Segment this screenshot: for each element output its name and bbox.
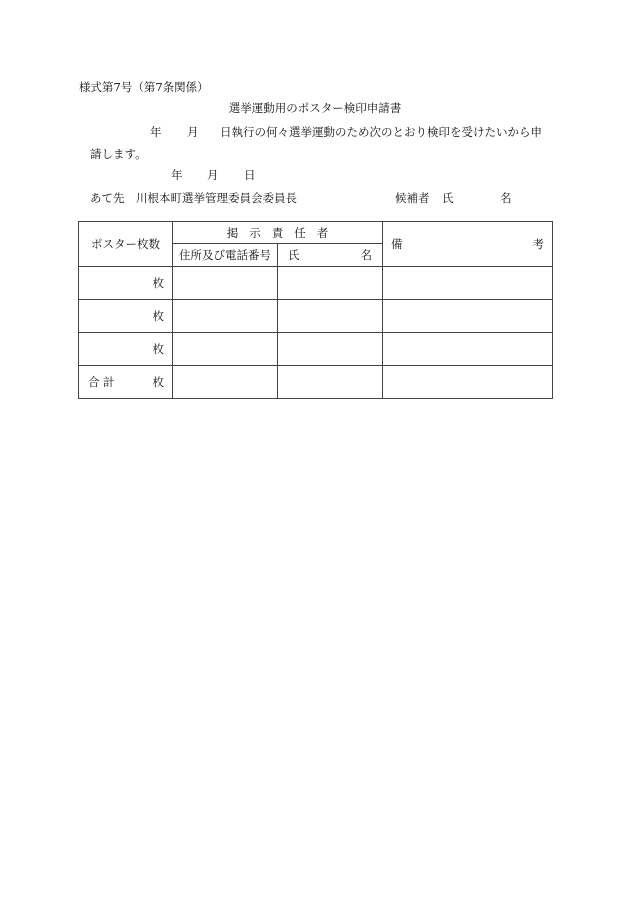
- date-day-label: 日: [244, 168, 256, 182]
- poster-count-cell[interactable]: 枚: [79, 300, 173, 333]
- body-month-label: 月: [187, 125, 199, 139]
- body-text-line-2: 請します。: [90, 147, 147, 161]
- name-header: [278, 244, 383, 267]
- remarks-header-right: 考: [532, 237, 544, 251]
- remarks-cell[interactable]: [383, 366, 553, 399]
- remarks-header: [383, 222, 553, 267]
- address-phone-cell[interactable]: [173, 333, 278, 366]
- poster-application-table: [78, 221, 553, 399]
- address-phone-cell[interactable]: [173, 267, 278, 300]
- remarks-cell[interactable]: [383, 300, 553, 333]
- candidate-label: 候補者: [395, 191, 430, 205]
- name-cell[interactable]: [278, 267, 383, 300]
- name-header-shi: 氏: [288, 248, 300, 262]
- body-text-rest: 日執行の何々選挙運動のため次のとおり検印を受けたいから申: [220, 125, 542, 139]
- document-title: 選挙運動用のポスター検印申請書: [228, 101, 402, 115]
- table-row: [79, 333, 553, 366]
- date-year-label: 年: [171, 168, 183, 182]
- address-phone-cell[interactable]: [173, 300, 278, 333]
- total-count-cell[interactable]: [79, 366, 173, 399]
- responsible-person-header: 掲示責任者: [173, 222, 383, 244]
- address-phone-header: 住所及び電話番号: [173, 244, 278, 267]
- poster-count-cell[interactable]: 枚: [79, 267, 173, 300]
- name-cell[interactable]: [278, 333, 383, 366]
- candidate-mei-label: 名: [500, 191, 512, 205]
- table-row: [79, 267, 553, 300]
- body-year-label: 年: [150, 125, 162, 139]
- table-row: [79, 300, 553, 333]
- total-unit: 枚: [152, 375, 164, 389]
- poster-count-header: ポスター枚数: [79, 222, 173, 267]
- poster-count-cell[interactable]: 枚: [79, 333, 173, 366]
- form-number: 様式第7号（第7条関係）: [79, 80, 209, 94]
- candidate-shi-label: 氏: [442, 191, 454, 205]
- addressee: あて先 川根本町選挙管理委員会委員長: [90, 191, 297, 205]
- date-month-label: 月: [207, 168, 219, 182]
- remarks-cell[interactable]: [383, 333, 553, 366]
- name-cell[interactable]: [278, 366, 383, 399]
- address-phone-cell[interactable]: [173, 366, 278, 399]
- total-label: 合 計: [88, 375, 115, 389]
- name-cell[interactable]: [278, 300, 383, 333]
- name-header-mei: 名: [360, 248, 372, 262]
- remarks-cell[interactable]: [383, 267, 553, 300]
- remarks-header-left: 備: [391, 237, 403, 251]
- total-row: [79, 366, 553, 399]
